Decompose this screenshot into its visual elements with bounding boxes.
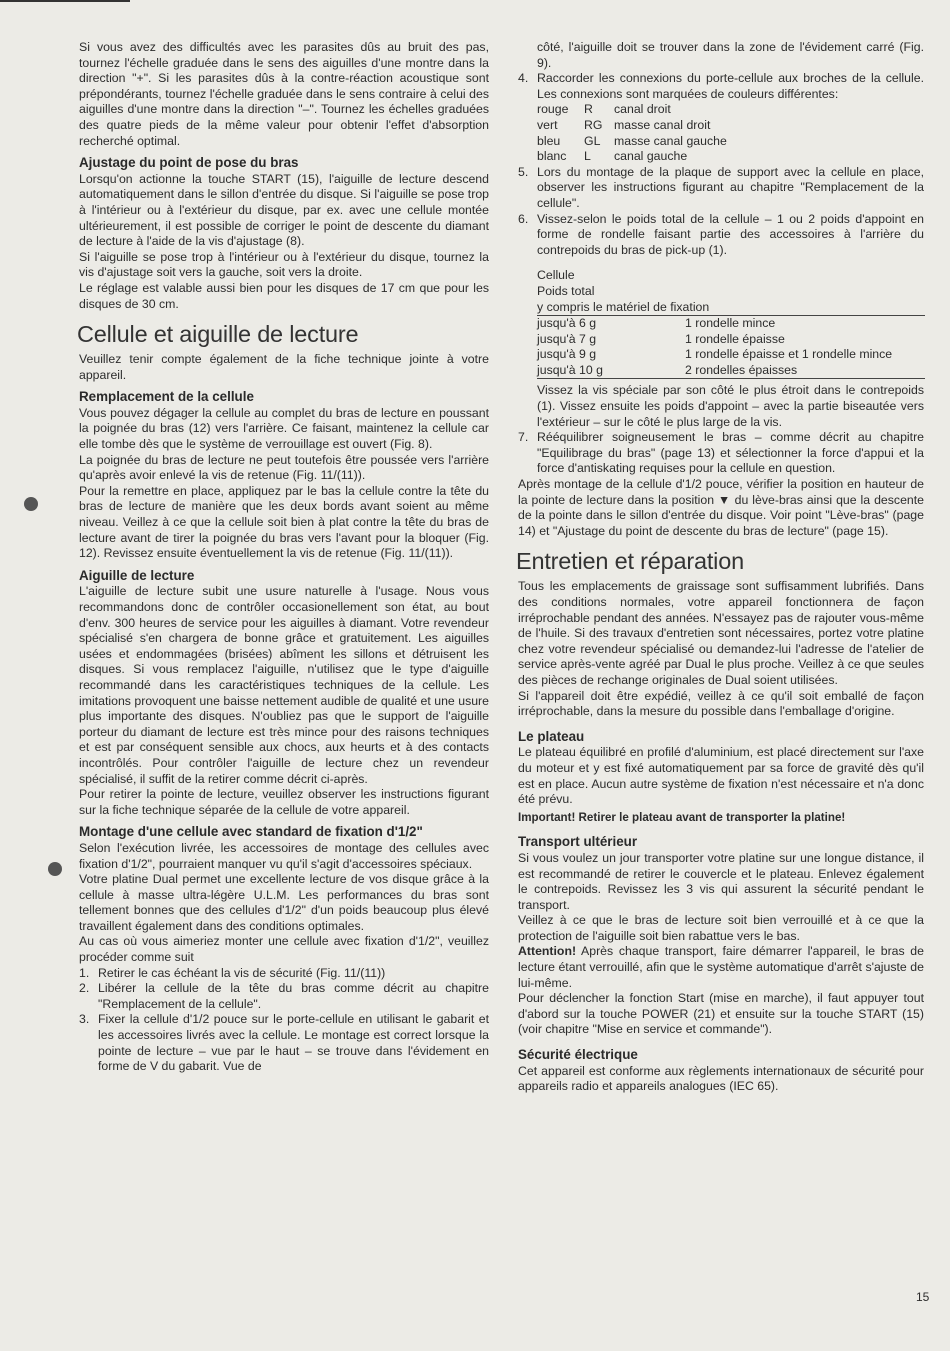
- color-name: vert: [537, 117, 558, 132]
- paragraph: Pour retirer la pointe de lecture, veuillez observer les instructions figurant sur la fiche technique séparée de la cellule de votre appareil.: [79, 787, 489, 817]
- page-number: 15: [916, 1290, 930, 1304]
- step-number: 3.: [79, 1012, 90, 1027]
- table-cell: jusqu'à 9 g: [537, 347, 597, 362]
- heading-entretien: Entretien et réparation: [516, 548, 744, 575]
- subheading-transport: Transport ultérieur: [518, 834, 638, 850]
- step-text: Libérer la cellule de la tête du bras comme décrit au chapitre "Remplacement de la cellule".: [98, 981, 489, 1011]
- step-number: 1.: [79, 965, 90, 980]
- binding-hole: [24, 497, 38, 511]
- table-cell: jusqu'à 7 g: [537, 331, 597, 346]
- table-header-cell: y compris le matériel de fixation: [537, 300, 925, 316]
- color-row: [537, 134, 924, 150]
- attention-label: Attention!: [518, 944, 577, 959]
- paragraph: Le plateau équilibré en profilé d'aluminium, est placé directement sur l'axe du moteur et y est fixé automatiquement par sa force de gravité dès qu'il est en place. Aucun autre système de fixation n'est nécessaire et n'a donc été prévu.: [518, 745, 924, 807]
- paragraph: [518, 944, 924, 991]
- paragraph: Selon l'exécution livrée, les accessoires de montage des cellules avec fixation d'1/2", pourraient manquer vu qu'il s'agit d'accessoires spéciaux.: [79, 840, 489, 871]
- steps-list: [79, 966, 489, 1075]
- color-name: rouge: [537, 102, 569, 117]
- color-code: RG: [584, 117, 603, 132]
- paragraph: Pour déclencher la fonction Start (mise en marche), il faut appuyer tout d'abord sur la touche POWER (21) et ensuite sur la touche START (15) (voir chapitre "Mise en service et commande").: [518, 991, 924, 1037]
- attention-text: Après chaque transport, faire démarrer l'appareil, le bras de lecture étant verrouillé, afin que le système automatique d'arrêt s'ajuste de lui-même.: [518, 944, 924, 990]
- heading-cellule: Cellule et aiguille de lecture: [77, 321, 359, 348]
- subheading-securite: Sécurité électrique: [518, 1047, 638, 1063]
- paragraph: La poignée du bras de lecture ne peut toutefois être poussée vers l'arrière qu'après avoir enlevé la vis de retenue (Fig. 11/(11)).: [79, 452, 489, 483]
- subheading-montage: Montage d'une cellule avec standard de fixation d'1/2": [79, 824, 423, 840]
- paragraph: Si l'appareil doit être expédié, veillez à ce qu'il soit emballé de façon irréprochable, dans la mesure du possible dans l'emballage d'origine.: [518, 688, 924, 719]
- color-row: [537, 149, 924, 165]
- color-codes: [537, 102, 924, 164]
- color-desc: masse canal droit: [614, 117, 711, 132]
- list-item: [518, 71, 924, 102]
- paragraph: Lorsqu'on actionne la touche START (15), l'aiguille de lecture descend automatiquement dans le sillon d'entrée du disque. Si l'aiguille se pose trop à l'intérieur ou à l'extérieur du disque, par ex. avec une cellule montée ultérieurement, il est possible de corriger le point de descente du diamant de lecture à l'aide de la vis d'ajustage (8).: [79, 171, 489, 249]
- right-column: [518, 40, 924, 1095]
- table-head-row: [537, 284, 925, 300]
- table-row: [537, 363, 925, 379]
- paragraph: Vissez la vis spéciale par son côté le plus étroit dans le contrepoids (1). Vissez ensuite les poids d'appoint – avec la partie biseautée vers l'extérieur – sur le côté le plus large de la vis.: [537, 383, 924, 429]
- paragraph: Cet appareil est conforme aux règlements internationaux de sécurité pour appareils radio et appareils analogues (IEC 65).: [518, 1063, 924, 1094]
- table-head-row: [537, 264, 925, 284]
- table-cell: jusqu'à 6 g: [537, 316, 597, 331]
- color-code: GL: [584, 133, 601, 148]
- subheading-aiguille: Aiguille de lecture: [79, 567, 195, 583]
- color-desc: masse canal gauche: [614, 133, 727, 148]
- table-cell: 2 rondelles épaisses: [685, 362, 798, 377]
- step-text: Lors du montage de la plaque de support avec la cellule en place, observer les instructions figurant au chapitre "Remplacement de la cellule".: [537, 164, 924, 210]
- table-row: [537, 332, 925, 348]
- binding-hole: [48, 862, 62, 876]
- top-edge-line: [0, 0, 130, 2]
- color-code: L: [584, 149, 591, 164]
- color-row: [537, 102, 924, 118]
- step-text: Raccorder les connexions du porte-cellule aux broches de la cellule. Les connexions sont marquées de couleurs différentes:: [537, 71, 924, 101]
- paragraph: Tous les emplacements de graissage sont suffisamment lubrifiés. Dans des conditions normales, votre appareil fonctionnera de façon irréprochable pendant des années. N'essayez pas de rajouter vous-même de l'huile. Si des travaux d'entretien sont nécessaires, portez votre platine chez votre revendeur spécialisé ou demandez-lui l'adresse de l'atelier de service après-vente agréé par Dual le plus proche. Veillez à ce que seules des pièces de rechange originales de Dual soient utilisées.: [518, 579, 924, 687]
- step-number: 5.: [518, 164, 529, 179]
- step-text: Retirer le cas échéant la vis de sécurité (Fig. 11/(11)): [98, 965, 386, 980]
- paragraph: Le réglage est valable aussi bien pour les disques de 17 cm que pour les disques de 30 cm.: [79, 280, 489, 311]
- paragraph: Veillez à ce que le bras de lecture soit bien verrouillé et à ce que la protection de l'aiguille soit bien rabattue vers le bas.: [518, 913, 924, 943]
- steps-list: [518, 165, 924, 259]
- list-item: [518, 165, 924, 212]
- paragraph: L'aiguille de lecture subit une usure naturelle à l'usage. Nous vous recommandons donc de contrôler occasionellement son état, au bout d'env. 300 heures de service pour les aiguilles à diamant. Votre revendeur spécialisé s'en chargera de bonne grâce et gratuitement. Les aiguilles usées et endommagées (brisées) abîment les sillons et détruisent les disques. Si vous remplacez l'aiguille, n'utilisez que le type d'aiguille recommandé dans les caractéristiques techniques de la cellule. Les imitations provoquent une baisse nettement audible de qualité et une usure plus importante des disques. N'oubliez pas que le support de l'aiguille porteur du diamant de lecture est très mince pour des raisons techniques et est par conséquent sensible aux chocs, aux heurts et à des contacts incontrôlés. Pour contrôler l'aiguille de lecture chez un revendeur spécialisé, il suffit de la retirer comme décrit ci-après.: [79, 584, 489, 786]
- subheading-plateau: Le plateau: [518, 728, 585, 744]
- step-number: 4.: [518, 71, 529, 86]
- weight-table: [537, 264, 925, 379]
- step-number: 7.: [518, 430, 529, 445]
- subheading-remplacement: Remplacement de la cellule: [79, 389, 254, 405]
- color-name: bleu: [537, 133, 561, 148]
- steps-list: [518, 430, 924, 477]
- paragraph: Pour la remettre en place, appliquez par le bas la cellule contre la tête du bras de lecture de manière que les deux bords avant soient au même niveau. Veillez à ce que la cellule soit bien à plat contre la tête du bras de lecture avant de tirer la poignée du bras vers l'avant pour la bloquer (Fig. 12). Revissez ensuite éventuellement la vis de retenue (Fig. 11/(11)).: [79, 483, 489, 561]
- color-code: R: [584, 102, 593, 117]
- paragraph: côté, l'aiguille doit se trouver dans la zone de l'évidement carré (Fig. 9).: [537, 40, 924, 70]
- step-text: Vissez-selon le poids total de la cellule – 1 ou 2 poids d'appoint en forme de rondelle faisant partie des accessoires à l'arrière du contrepoids du bras de pick-up (1).: [537, 211, 924, 257]
- table-header-cell: Cellule: [537, 268, 575, 283]
- list-item: [79, 981, 489, 1012]
- important-note: Important! Retirer le plateau avant de transporter la platine!: [518, 810, 846, 824]
- table-header-cell: Poids total: [537, 283, 595, 298]
- list-item: [518, 212, 924, 259]
- paragraph: Si vous avez des difficultés avec les parasites dûs au bruit des pas, tournez l'échelle graduée dans le sens des aiguilles d'une montre dans la direction "+". Si les parasites dûs à la contre-réaction acoustique sont prépondérants, tournez l'échelle graduée dans le sens contraire à celui des aiguilles d'une montre dans la direction "–". Tournez les échelles graduées des quatre pieds de la même valeur pour obtenir l'effet d'absorption recherché optimal.: [79, 40, 489, 148]
- table-row: [537, 347, 925, 363]
- paragraph: Après montage de la cellule d'1/2 pouce, vérifier la position en hauteur de la pointe de lecture dans la position ▼ du lève-bras ainsi que la descente de la pointe dans le sillon d'entrée du disque. Voir point "Lève-bras" (page 14) et "Ajustage du point de descente du bras de lecture" (page 15).: [518, 477, 924, 538]
- list-item: [79, 1012, 489, 1074]
- paragraph: Veuillez tenir compte également de la fiche technique jointe à votre appareil.: [79, 352, 489, 382]
- subheading-ajustage: Ajustage du point de pose du bras: [79, 155, 299, 171]
- paragraph: Si vous voulez un jour transporter votre platine sur une longue distance, il est recommandé de retirer le couvercle et le plateau. Enlevez également le contrepoids. Revissez les 3 vis qui assurent la sécurité pendant le transport.: [518, 850, 924, 912]
- color-desc: canal gauche: [614, 149, 688, 164]
- table-cell: 1 rondelle épaisse: [685, 331, 785, 346]
- step-number: 6.: [518, 211, 529, 226]
- paragraph: Votre platine Dual permet une excellente lecture de vos disque grâce à la cellule à masse ultra-légère U.L.M. Les performances du bras sont tellement bonnes que des cellules d'1/2" d'un poids beaucoup plus élevé travaillent également dans des conditions optimales.: [79, 872, 489, 933]
- steps-list: [518, 71, 924, 102]
- list-item: [79, 966, 489, 982]
- table-cell: 1 rondelle épaisse et 1 rondelle mince: [685, 347, 893, 362]
- color-desc: canal droit: [614, 102, 671, 117]
- table-cell: jusqu'à 10 g: [537, 362, 603, 377]
- list-item: [518, 430, 924, 477]
- color-row: [537, 118, 924, 134]
- paragraph: Si l'aiguille se pose trop à l'intérieur ou à l'extérieur du disque, tournez la vis d'ajustage soit vers la gauche, soit vers la droite.: [79, 249, 489, 280]
- table-row: [537, 316, 925, 332]
- step-text: Fixer la cellule d'1/2 pouce sur le porte-cellule en utilisant le gabarit et les accessoires livrés avec la cellule. Le montage est correct lorsque la pointe de lecture – vue par le haut – se trouve dans l'évidement en forme de V du gabarit. Vue de: [98, 1012, 489, 1074]
- step-number: 2.: [79, 981, 90, 996]
- paragraph: Vous pouvez dégager la cellule au complet du bras de lecture en poussant la poignée du bras (12) vers l'arrière. Ce faisant, maintenez la cellule car elle tombe dès que le système de verrouillage est ouvert (Fig. 8).: [79, 405, 489, 452]
- step-text: Rééquilibrer soigneusement le bras – comme décrit au chapitre "Equilibrage du bras" (page 13) et sélectionner la force d'appui et la force d'antiskating requises pour la cellule en question.: [537, 430, 924, 476]
- left-column: [79, 40, 489, 1075]
- table-cell: 1 rondelle mince: [685, 316, 776, 331]
- table-head-row: [537, 300, 925, 316]
- paragraph: Au cas où vous aimeriez monter une cellule avec fixation d'1/2", veuillez procéder comme suit: [79, 934, 489, 965]
- color-name: blanc: [537, 149, 567, 164]
